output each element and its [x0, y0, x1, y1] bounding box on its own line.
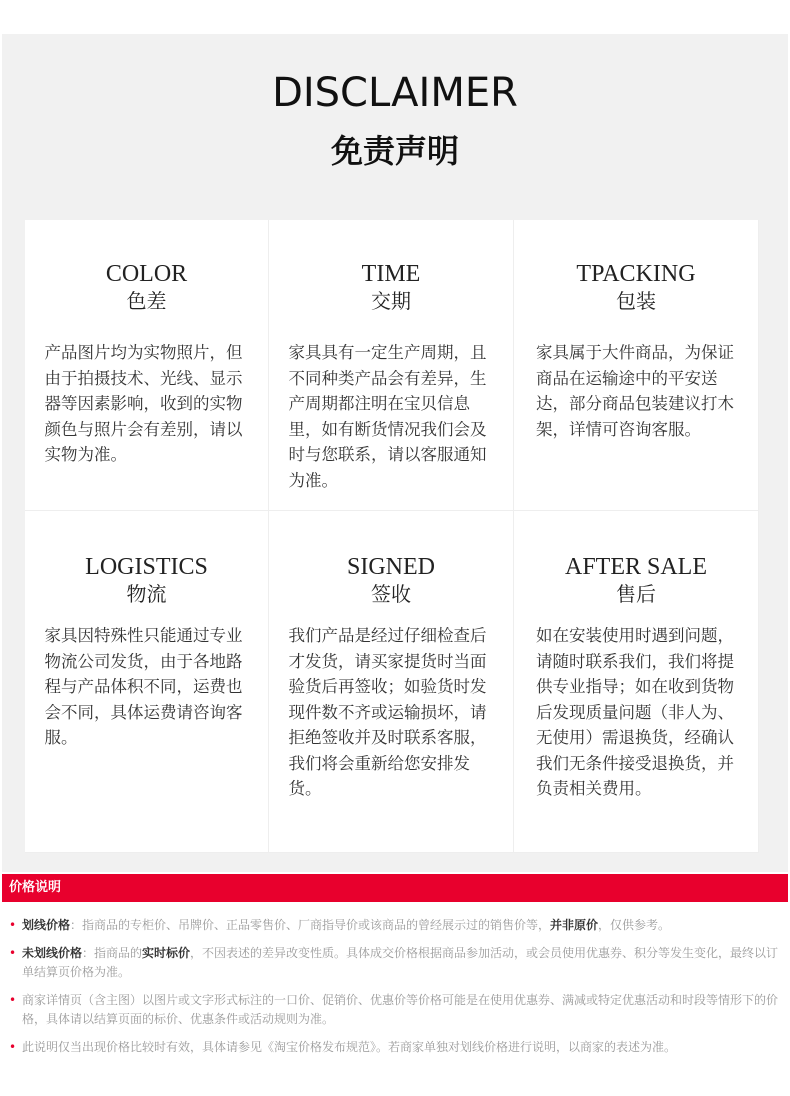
price-note: • 商家详情页（含主图）以图片或文字形式标注的一口价、促销价、优惠价等价格可能是在使用优惠券、满减或特定优惠活动和时段等情形下的价格，具体请以结算页面的标价、优惠条件或活动规则为准。	[9, 991, 779, 1029]
note-label: 未划线价格	[22, 946, 83, 960]
card-title-en: TPACKING	[576, 261, 696, 287]
note-strong: 实时标价	[142, 946, 191, 960]
card-title-en: AFTER SALE	[564, 554, 707, 580]
card-title-zh: 包装	[616, 289, 656, 313]
card-body: 产品图片均为实物照片，但由于拍摄技术、光线、显示器等因素影响，收到的实物颜色与照片会有差别，请以实物为准。	[44, 343, 243, 464]
bullet-icon: •	[9, 946, 17, 960]
page-title: DISCLAIMER	[272, 70, 518, 116]
card-logistics	[25, 511, 269, 853]
card-title-zh: 色差	[126, 289, 167, 313]
card-title-en: TIME	[361, 261, 421, 287]
card-after-sale	[514, 511, 759, 853]
note-strong: 并非原价	[550, 918, 599, 932]
price-notes	[9, 916, 779, 1066]
price-explanation-header: 价格说明	[2, 874, 788, 902]
card-body: 如在安装使用时遇到问题，请随时联系我们，我们将提供专业指导；如在收到货物后发现质量问题（非人为、无使用）需退换货，经确认我们无条件接受退换货，并负责相关费用。	[536, 626, 734, 798]
card-body: 家具因特殊性只能通过专业物流公司发货，由于各地路程与产品体积不同，运费也会不同，具体运费请咨询客服。	[44, 626, 243, 747]
card-body: 家具属于大件商品，为保证商品在运输途中的平安送达，部分商品包装建议打木架，详情可咨询客服。	[536, 343, 734, 439]
card-signed	[269, 511, 514, 853]
bullet-icon: •	[9, 918, 17, 932]
card-color	[25, 220, 269, 511]
bullet-icon: •	[9, 1040, 17, 1054]
card-title-zh: 物流	[126, 582, 167, 606]
card-time	[269, 220, 514, 511]
card-title-zh: 签收	[371, 582, 411, 606]
card-title-en: COLOR	[105, 261, 188, 287]
card-body: 家具具有一定生产周期，且不同种类产品会有差异，生产周期都注明在宝贝信息里，如有断货情况我们会及时与您联系，请以客服通知为准。	[288, 343, 487, 490]
note-label: 划线价格	[22, 918, 71, 932]
card-packing	[514, 220, 759, 511]
card-title-en: LOGISTICS	[85, 554, 208, 580]
card-title-zh: 售后	[616, 582, 656, 606]
page-subtitle: 免责声明	[330, 132, 459, 170]
price-note: • 未划线价格：指商品的实时标价，不因表述的差异改变性质。具体成交价格根据商品参加活动，或会员使用优惠券、积分等发生变化，最终以订单结算页价格为准。	[9, 944, 779, 982]
price-note: • 划线价格：指商品的专柜价、吊牌价、正品零售价、厂商指导价或该商品的曾经展示过的销售价等，并非原价，仅供参考。	[9, 916, 779, 935]
card-title-en: SIGNED	[347, 554, 435, 580]
card-body: 我们产品是经过仔细检查后才发货，请买家提货时当面验货后再签收；如验货时发现件数不齐或运输损坏，请拒绝签收并及时联系客服，我们将会重新给您安排发货。	[288, 626, 487, 798]
card-title-zh: 交期	[371, 289, 411, 313]
price-note: • 此说明仅当出现价格比较时有效，具体请参见《淘宝价格发布规范》。若商家单独对划线价格进行说明，以商家的表述为准。	[9, 1038, 779, 1057]
bullet-icon: •	[9, 993, 17, 1007]
disclaimer-grid	[25, 220, 759, 853]
